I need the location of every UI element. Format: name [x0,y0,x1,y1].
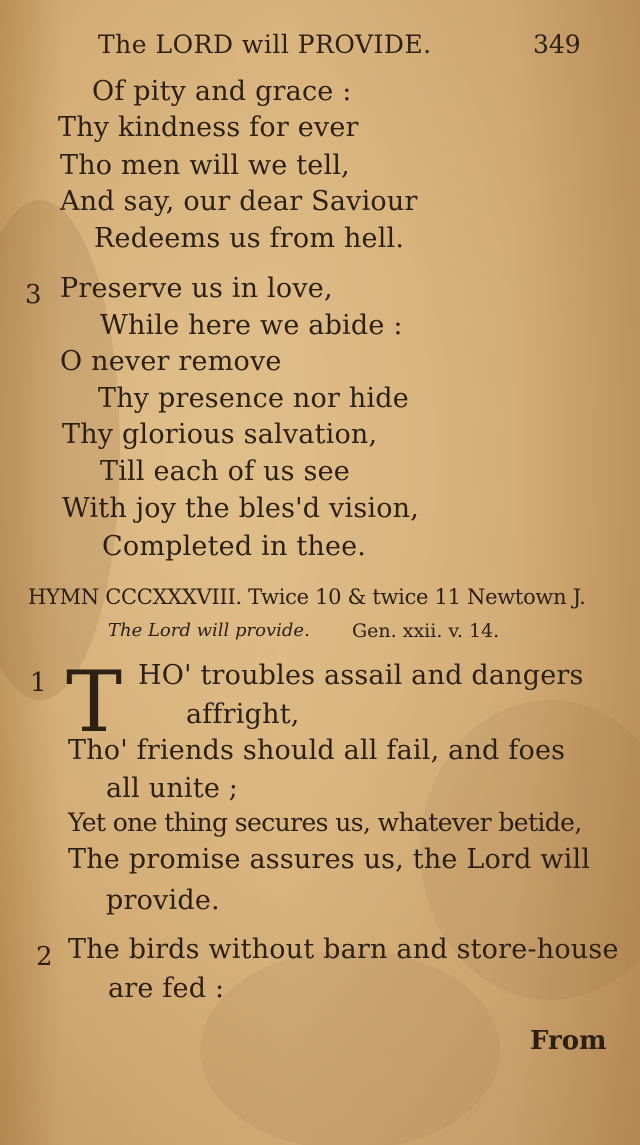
verse-line: Till each of us see [100,456,350,487]
verse-line: Of pity and grace : [92,76,352,107]
verse-line: provide. [106,885,220,916]
verse-line: While here we abide : [100,310,403,341]
scripture-reference: Gen. xxii. v. 14. [352,620,500,642]
paper-stain [200,950,500,1145]
hymn-heading: HYMN CCCXXXVIII. Twice 10 & twice 11 Newtown J. [28,585,586,609]
verse-line: And say, our dear Saviour [60,186,418,217]
verse-line: all unite ; [106,773,239,804]
verse-line: Tho' friends should all fail, and foes [68,735,566,766]
verse-line: Completed in thee. [102,531,367,562]
verse-line: Tho men will we tell, [60,150,350,181]
verse-line: O never remove [60,346,282,377]
verse-line: are fed : [108,973,225,1004]
hymn-subheading: The Lord will provide. [108,620,310,641]
verse-line: The birds without barn and store-house [68,934,619,965]
verse-line: Yet one thing secures us, whatever betide, [68,808,582,837]
verse-line: Redeems us from hell. [94,223,405,254]
verse-line: Thy presence nor hide [98,383,409,414]
verse-line: Thy glorious salvation, [62,419,378,450]
page-number: 349 [533,30,581,59]
stanza-number: 3 [25,280,42,310]
running-title: The LORD will PROVIDE. [98,30,432,59]
verse-line: Preserve us in love, [60,273,333,304]
stanza-number: 2 [36,942,53,972]
catchword: From [530,1026,607,1056]
verse-line: affright, [186,699,300,730]
drop-cap: T [66,653,123,751]
verse-line: Thy kindness for ever [58,112,359,143]
verse-line: The promise assures us, the Lord will [68,844,591,875]
verse-line: With joy the bles'd vision, [62,493,420,524]
stanza-number: 1 [30,668,47,698]
verse-line: HO' troubles assail and dangers [138,660,584,691]
